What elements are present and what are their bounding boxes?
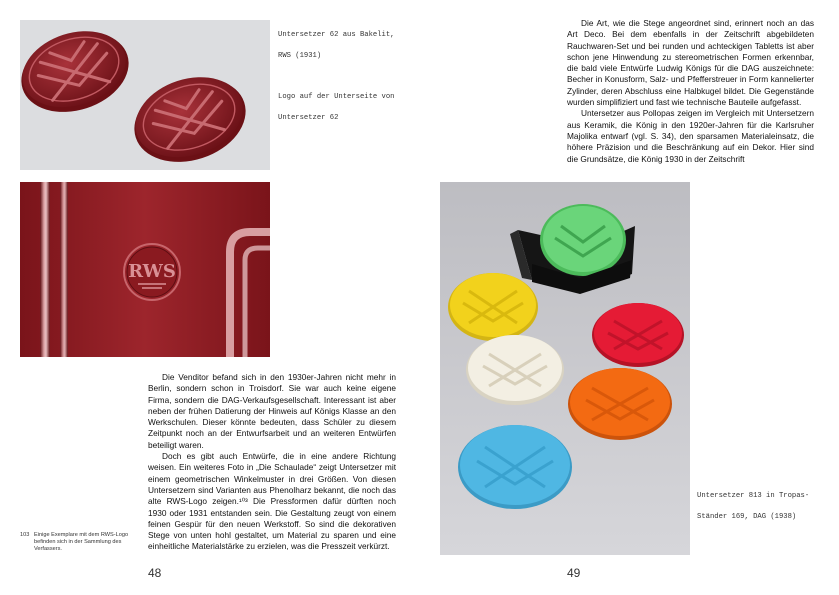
caption-tropas: [697, 480, 837, 533]
photo-bakelite-coasters: [20, 20, 270, 170]
footnote-number: 103: [20, 532, 30, 538]
page-number-right: 49: [567, 566, 581, 580]
rws-stamp: [124, 244, 180, 300]
caption-bakelite: [278, 19, 418, 134]
footnote-103: [20, 532, 150, 562]
rws-stamp-text: RWS: [128, 261, 176, 282]
page-number-left: 48: [148, 566, 162, 580]
coasters-illustration: [20, 20, 270, 170]
paragraph: Die Art, wie die Stege angeordnet sind, erinnert noch an das Art Deco. Bei dem ebenfalls in der Zeitschrift abgebildeten Rauchwaren-Set und bei runden und achteckigen Tabletts ist aber schon jene Hinwendung zu stereometrischen Formen erkennbar, die bald viele Entwürfe Ludwig Königs für die DAG auszeichnete: Becher in Konusform, Salz- und Pfefferstreuer in Form kannelierter Zylinder, deren Abschluss eine Halbkugel bildet. Die Gegenstände wurden simplifiziert und fast wie technische Bauteile aufgefasst.: [567, 18, 814, 108]
footnote-text: Einige Exemplare mit dem RWS-Logo befinden sich in der Sammlung des Verfassers.: [34, 532, 129, 553]
logo-closeup-illustration: [20, 182, 270, 357]
caption-line: Untersetzer 813 in Tropas-: [697, 491, 810, 500]
photo-rws-logo-closeup: [20, 182, 270, 357]
caption-line: Untersetzer 62: [278, 114, 339, 122]
right-body-text: [567, 18, 814, 165]
caption-line: Logo auf der Unterseite von: [278, 93, 395, 101]
tropas-illustration: [440, 182, 690, 555]
photo-tropas-coasters: [440, 182, 690, 555]
caption-line: Untersetzer 62 aus Bakelit,: [278, 30, 395, 39]
paragraph: Die Venditor befand sich in den 1930er-Jahren nicht mehr in Berlin, sondern schon in Troisdorf. Sie war auch keine eigene Firma, sondern die DAG-Verkaufsgesellschaft. Interessant ist aber neben der frühen Datierung der Hinweis auf Königs Klasse an den Werkschulen. Dieser könnte bedeuten, dass Schüler zu diesem Zeitpunkt noch an der Entwurfsarbeit und an weiteren Entwürfen beteiligt waren.: [148, 372, 396, 450]
caption-line: RWS (1931): [278, 51, 322, 60]
caption-line: Ständer 169, DAG (1938): [697, 512, 797, 521]
left-body-text: [148, 372, 396, 553]
paragraph: Untersetzer aus Pollopas zeigen im Vergleich mit Untersetzern aus Keramik, die König in den 1920er-Jahren für die Karlsruher Majolika entwarf (vgl. S. 34), den sparsamen Materialeinsatz, die höhere Präzision und die Beschränkung auf ein Dekor. Hier sind die Grundsätze, die König 1930 in der Zeitschrift: [567, 108, 814, 164]
paragraph: Doch es gibt auch Entwürfe, die in eine andere Richtung weisen. Ein weiteres Foto in „Die Schaulade“ zeigt Untersetzer mit einem geometrischen Winkelmuster in drei Größen. Von diesen Untersetzern sind Varianten aus Phenolharz bekannt, die noch das alte RWS-Logo zeigen.¹⁰³ Die Pressformen dafür dürften noch 1930 oder 1931 entstanden sein. Die Gestaltung zeugt von einem feinen Gespür für den neuen Werkstoff. So sind die dekorativen Stege von unten hohl gestaltet, um Material zu sparen und eine einheitliche Materialstärke zu erzielen, was die Presszeit verkürzt.: [148, 451, 396, 552]
